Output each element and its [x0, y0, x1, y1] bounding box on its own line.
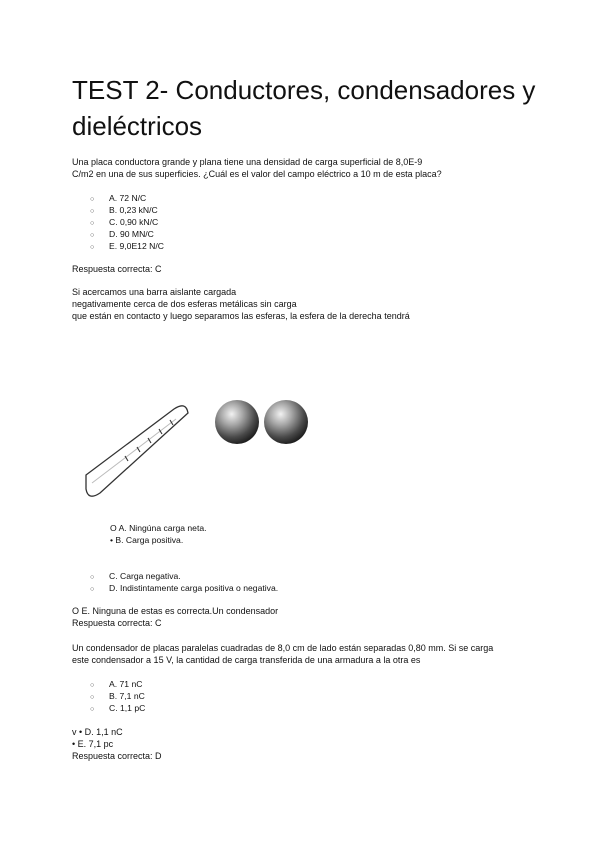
question-3-answer: Respuesta correcta: D: [72, 751, 162, 761]
circle-bullet-icon: ○: [90, 232, 95, 239]
q3-option-d: v • D. 1,1 nC: [72, 727, 123, 737]
circle-bullet-icon: ○: [90, 244, 95, 251]
q3-option-a: [90, 679, 142, 691]
rod-and-spheres-figure: [80, 395, 320, 505]
question-1-text-line-2: C/m2 en una de sus superficies. ¿Cuál es el valor del campo eléctrico a 10 m de esta placa?: [72, 169, 442, 179]
circle-bullet-icon: ○: [90, 208, 95, 215]
page-title: TEST 2- Conductores, condensadores y dieléctricos: [72, 75, 536, 141]
question-2-text-line-1: Si acercamos una barra aislante cargada: [72, 287, 237, 297]
q1-option-a: [90, 193, 146, 205]
q3-option-c-label: C. 1,1 pC: [109, 703, 146, 713]
q2-option-e: O E. Ninguna de estas es correcta.Un condensador: [72, 606, 279, 616]
q2-option-d-label: D. Indistintamente carga positiva o negativa.: [109, 583, 279, 593]
q1-option-e: [90, 241, 164, 253]
circle-bullet-icon: ○: [90, 574, 95, 581]
q1-option-c: [90, 217, 158, 229]
insulating-rod: [86, 406, 188, 496]
question-3-text-line-2: este condensador a 15 V, la cantidad de carga transferida de una armadura a la otra es: [72, 655, 421, 665]
question-2-text-line-2: negativamente cerca de dos esferas metálicas sin carga: [72, 299, 297, 309]
q3-option-a-label: A. 71 nC: [109, 679, 143, 689]
q3-option-e: • E. 7,1 pc: [72, 739, 114, 749]
question-2-answer: Respuesta correcta: C: [72, 618, 162, 628]
circle-bullet-icon: ○: [90, 694, 95, 701]
q3-option-b-label: B. 7,1 nC: [109, 691, 145, 701]
q1-option-e-label: E. 9,0E12 N/C: [109, 241, 164, 251]
question-3-text-line-1: Un condensador de placas paralelas cuadradas de 8,0 cm de lado están separadas 0,80 mm. Si se carga: [72, 643, 494, 653]
q1-option-b: [90, 205, 158, 217]
question-1-text-line-1: Una placa conductora grande y plana tiene una densidad de carga superficial de 8,0E-9: [72, 157, 423, 167]
q3-option-b: [90, 691, 145, 703]
circle-bullet-icon: ○: [90, 682, 95, 689]
circle-bullet-icon: ○: [90, 220, 95, 227]
q3-option-c: [90, 703, 145, 715]
q1-option-d: [90, 229, 154, 241]
q2-option-c: [90, 571, 181, 583]
circle-bullet-icon: ○: [90, 706, 95, 713]
left-metal-sphere: [215, 400, 259, 444]
q2-option-c-label: C. Carga negativa.: [109, 571, 181, 581]
q2-option-a: O A. Ningúna carga neta.: [110, 523, 207, 533]
question-2-text-line-3: que están en contacto y luego separamos las esferas, la esfera de la derecha tendrá: [72, 311, 410, 321]
question-1-answer: Respuesta correcta: C: [72, 264, 162, 274]
q1-option-c-label: C. 0,90 kN/C: [109, 217, 159, 227]
q1-option-b-label: B. 0,23 kN/C: [109, 205, 158, 215]
q1-option-a-label: A. 72 N/C: [109, 193, 147, 203]
q2-option-b: • B. Carga positiva.: [110, 535, 184, 545]
circle-bullet-icon: ○: [90, 586, 95, 593]
q2-option-d: [90, 583, 278, 595]
circle-bullet-icon: ○: [90, 196, 95, 203]
q1-option-d-label: D. 90 MN/C: [109, 229, 154, 239]
right-metal-sphere: [264, 400, 308, 444]
